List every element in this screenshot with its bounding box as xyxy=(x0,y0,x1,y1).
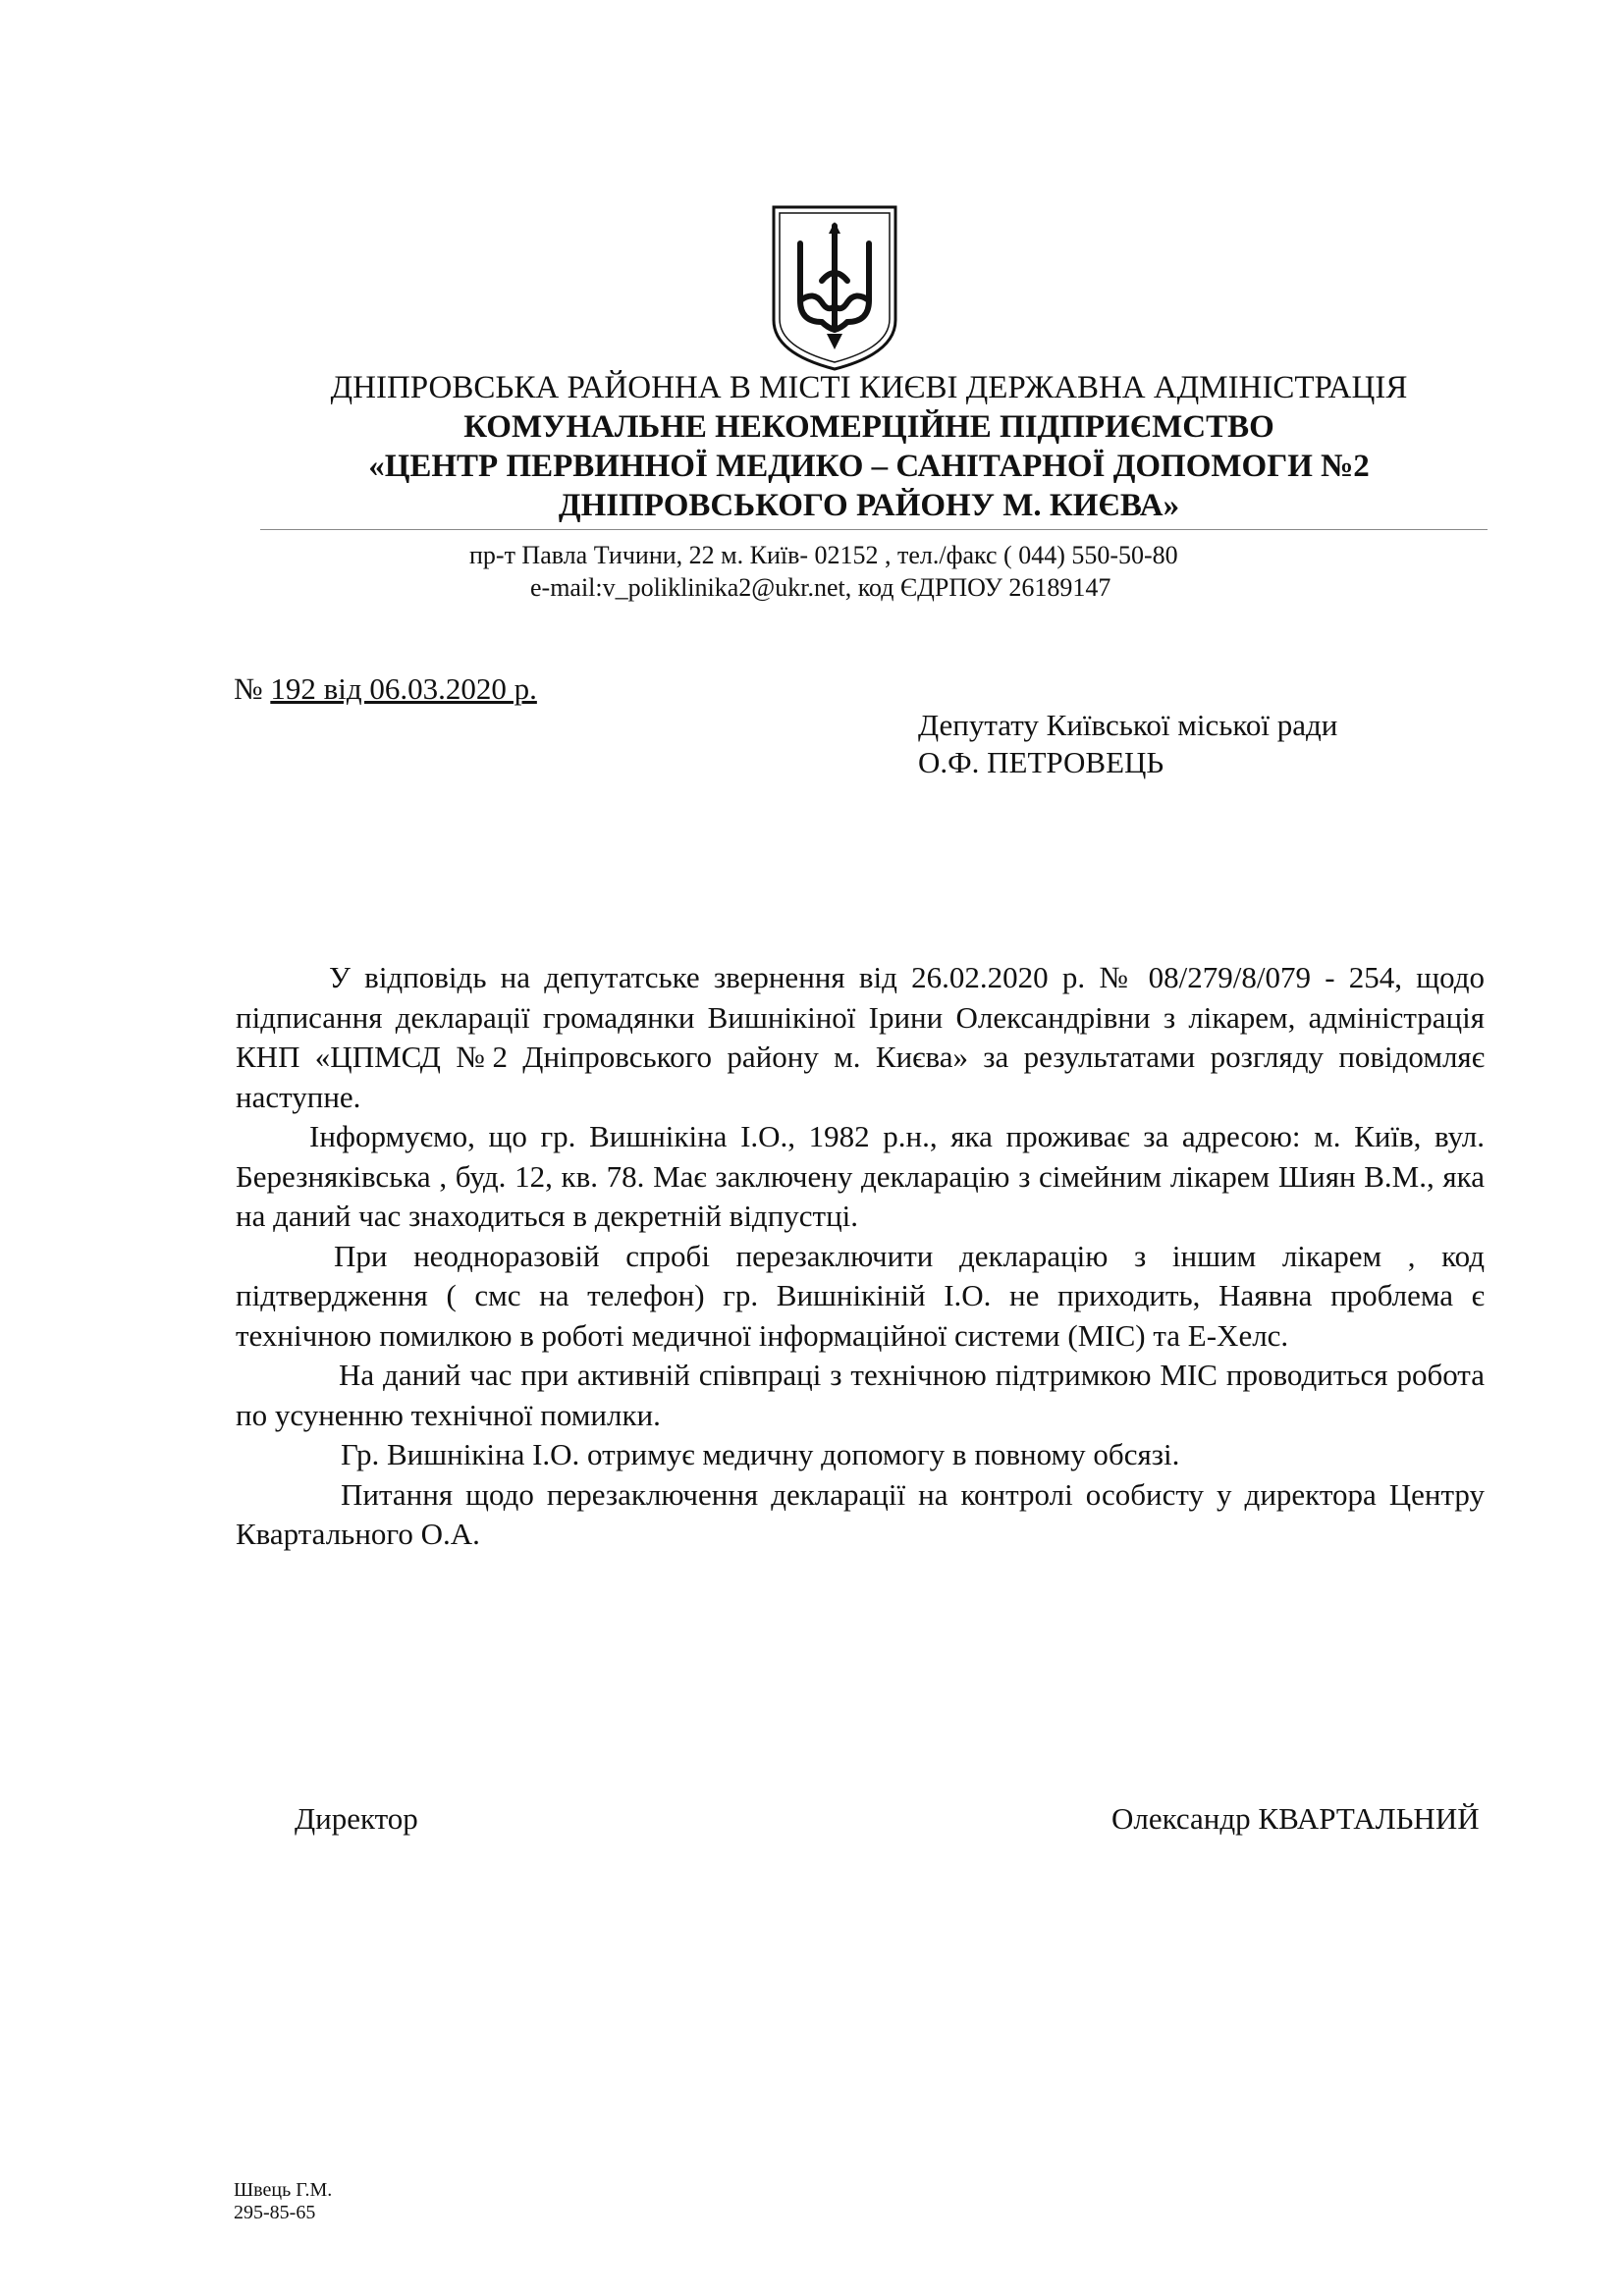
recipient-title: Депутату Київської міської ради xyxy=(918,708,1338,742)
header-email: e-mail:v_poliklinika2@ukr.net, код ЄДРПОУ 26189147 xyxy=(530,573,1111,602)
body-paragraph-3: При неодноразовій спробі перезаключити декларацію з іншим лікарем , код підтвердження ( смс на телефон) гр. Вишнікіній І.О. не приходить, Наявна проблема є технічною помилкою в роботі медичної інформаційної системи (МІС) та Е-Хелс. xyxy=(236,1238,1485,1353)
signatory-name: Олександр КВАРТАЛЬНИЙ xyxy=(1111,1801,1480,1836)
executor-name: Швець Г.М. xyxy=(234,2179,333,2201)
signatory-position: Директор xyxy=(295,1801,418,1836)
header-enterprise-name: «ЦЕНТР ПЕРВИННОЇ МЕДИКО – САНІТАРНОЇ ДОПОМОГИ №2 xyxy=(368,449,1370,484)
body-paragraph-4: На даний час при активній співпраці з технічною підтримкою МІС проводиться робота по усуненню технічної помилки. xyxy=(236,1358,1485,1432)
letter-number-prefix: № xyxy=(234,671,271,706)
header-enterprise-type: КОМУНАЛЬНЕ НЕКОМЕРЦІЙНЕ ПІДПРИЄМСТВО xyxy=(463,409,1274,445)
header-administration: ДНІПРОВСЬКА РАЙОННА В МІСТІ КИЄВІ ДЕРЖАВНА АДМІНІСТРАЦІЯ xyxy=(330,370,1408,405)
letter-number-value: 192 від 06.03.2020 р. xyxy=(270,671,537,706)
body-paragraph-2: Інформуємо, що гр. Вишнікіна І.О., 1982 р.н., яка проживає за адресою: м. Київ, вул. Березняківська , буд. 12, кв. 78. Має заключену декларацію з сімейним лікарем Шиян В.М., яка на даний час знаходиться в декретній відпустці. xyxy=(236,1119,1485,1233)
header-address: пр-т Павла Тичини, 22 м. Київ- 02152 , тел./факс ( 044) 550-50-80 xyxy=(469,541,1178,569)
body-paragraph-5: Гр. Вишнікіна І.О. отримує медичну допомогу в повному обсязі. xyxy=(341,1437,1180,1471)
executor-phone: 295-85-65 xyxy=(234,2202,316,2223)
header-divider xyxy=(260,529,1488,530)
letter-body xyxy=(236,958,1485,1555)
header-enterprise-district: ДНІПРОВСЬКОГО РАЙОНУ М. КИЄВА» xyxy=(558,488,1180,523)
coat-of-arms-icon xyxy=(771,204,898,371)
recipient-name: О.Ф. ПЕТРОВЕЦЬ xyxy=(918,745,1164,779)
body-paragraph-6: Питання щодо перезаключення декларації на контролі особисту у директора Центру Квартального О.А. xyxy=(236,1476,1485,1551)
letter-number-date xyxy=(234,671,537,707)
body-paragraph-1: У відповідь на депутатське звернення від 26.02.2020 р. № 08/279/8/079 - 254, щодо підписання декларації громадянки Вишнікіної Ірини Олександрівни з лікарем, адміністрація КНП «ЦПМСД №2 Дніпровського району м. Києва» за результатами розгляду повідомляє наступне. xyxy=(236,960,1485,1114)
